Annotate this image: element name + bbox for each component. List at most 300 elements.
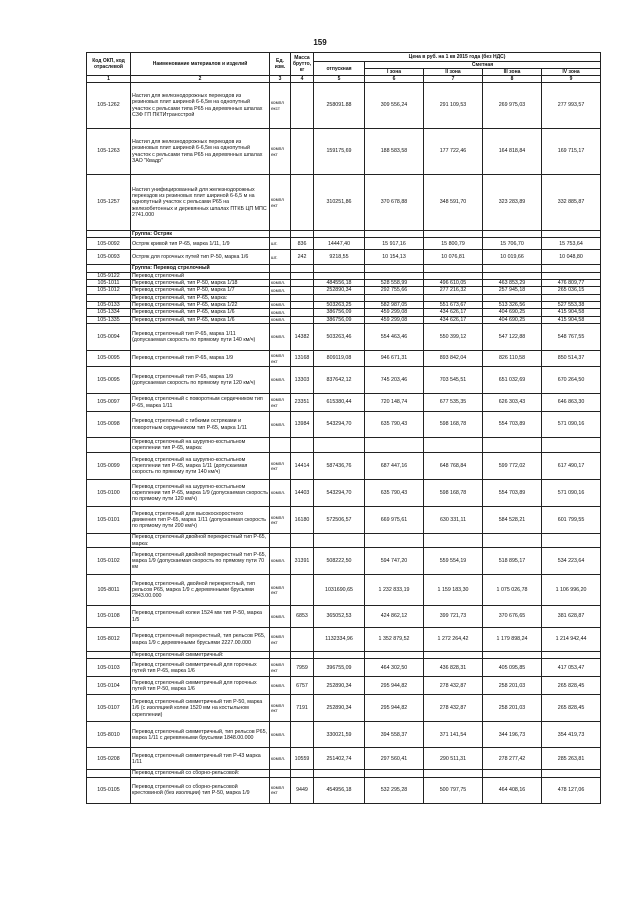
cell-zone-4-price: 1 106 996,20	[542, 575, 601, 606]
cell-code	[87, 231, 131, 238]
cell-zone-1-price: 582 987,05	[365, 302, 424, 309]
cell-unit	[270, 770, 291, 777]
cell-name: Перевод стрелочный симметричный тип Р-43 марка 1/11	[131, 748, 270, 770]
cell-zone-1-price: 669 975,61	[365, 507, 424, 534]
cell-mass: 6853	[291, 606, 314, 628]
column-index: 1	[87, 76, 131, 83]
cell-name: Перевод стрелочный со сборно-рельсовой крестовиной (без изоляции) тип Р-50, марка 1/9	[131, 777, 270, 803]
cell-name: Остряк кривой тип Р-65, марка 1/11, 1/9	[131, 238, 270, 250]
header-mass: Масса брутто, кг	[291, 53, 314, 76]
cell-code: 105-8010	[87, 722, 131, 748]
table-row	[87, 652, 601, 659]
cell-unit: компл ект	[270, 129, 291, 175]
cell-zone-2-price: 399 721,73	[424, 606, 483, 628]
table-row	[87, 412, 601, 438]
cell-unit: компл ект	[270, 575, 291, 606]
cell-mass	[291, 129, 314, 175]
cell-mass	[291, 175, 314, 231]
cell-zone-3-price: 826 110,58	[483, 351, 542, 367]
cell-zone-3-price: 518 895,17	[483, 548, 542, 575]
cell-name: Перевод стрелочный, тип Р-65, марка:	[131, 294, 270, 301]
table-row	[87, 659, 601, 677]
cell-zone-1-price: 528 558,99	[365, 280, 424, 287]
cell-zone-1-price: 635 790,43	[365, 480, 424, 507]
cell-code: 105-1334	[87, 309, 131, 316]
column-index: 3	[270, 76, 291, 83]
cell-name: Перевод стрелочный колеи 1524 мм тип Р-50, марка 1/5	[131, 606, 270, 628]
cell-code: 105-8012	[87, 628, 131, 652]
cell-unit: компл.	[270, 722, 291, 748]
cell-zone-2-price	[424, 272, 483, 279]
cell-mass	[291, 628, 314, 652]
cell-zone-4-price: 332 885,87	[542, 175, 601, 231]
cell-zone-2-price: 500 797,75	[424, 777, 483, 803]
cell-zone-3-price: 164 818,84	[483, 129, 542, 175]
cell-zone-2-price	[424, 534, 483, 548]
cell-mass: 7191	[291, 695, 314, 722]
cell-zone-3-price	[483, 272, 542, 279]
cell-zone-3-price: 323 283,89	[483, 175, 542, 231]
cell-release-price: 386756,09	[314, 316, 365, 323]
cell-mass: 31391	[291, 548, 314, 575]
cell-code: 105-1335	[87, 316, 131, 323]
table-row	[87, 480, 601, 507]
cell-zone-2-price: 434 626,17	[424, 316, 483, 323]
table-row	[87, 438, 601, 453]
cell-code: 105-0097	[87, 394, 131, 412]
cell-zone-2-price: 1 159 183,30	[424, 575, 483, 606]
cell-mass	[291, 302, 314, 309]
cell-code	[87, 652, 131, 659]
cell-zone-3-price: 258 201,03	[483, 677, 542, 695]
cell-unit: компл.	[270, 548, 291, 575]
cell-zone-4-price	[542, 265, 601, 272]
cell-code: 105-0108	[87, 606, 131, 628]
cell-code: 105-0104	[87, 677, 131, 695]
header-zone-1: I зона	[365, 69, 424, 76]
cell-zone-4-price: 285 263,81	[542, 748, 601, 770]
cell-zone-1-price	[365, 438, 424, 453]
cell-zone-4-price: 265 828,45	[542, 677, 601, 695]
cell-code: 105-0208	[87, 748, 131, 770]
cell-zone-4-price: 417 053,47	[542, 659, 601, 677]
cell-zone-1-price: 295 944,82	[365, 677, 424, 695]
table-row	[87, 351, 601, 367]
table-row	[87, 453, 601, 480]
cell-mass: 13984	[291, 412, 314, 438]
cell-zone-1-price: 464 302,50	[365, 659, 424, 677]
cell-unit: компл.	[270, 302, 291, 309]
cell-zone-3-price	[483, 438, 542, 453]
cell-zone-1-price: 687 447,16	[365, 453, 424, 480]
cell-zone-1-price: 459 299,08	[365, 309, 424, 316]
cell-zone-1-price: 1 232 833,19	[365, 575, 424, 606]
cell-unit	[270, 652, 291, 659]
cell-zone-2-price: 277 216,32	[424, 287, 483, 294]
price-table	[86, 52, 601, 804]
cell-unit: компл.	[270, 480, 291, 507]
table-row	[87, 575, 601, 606]
cell-unit: компл.	[270, 367, 291, 394]
column-index: 8	[483, 76, 542, 83]
cell-zone-3-price	[483, 770, 542, 777]
cell-name: Перевод стрелочный, тип Р-50, марка 1/7	[131, 287, 270, 294]
cell-code: 105-0102	[87, 548, 131, 575]
cell-zone-1-price	[365, 272, 424, 279]
cell-code: 105-9122	[87, 272, 131, 279]
cell-zone-2-price: 10 076,81	[424, 250, 483, 265]
cell-zone-2-price: 371 141,54	[424, 722, 483, 748]
cell-name: Перевод стрелочный на шурупно-костыльном скреплении тип Р-65, марка 1/11 (допускаемая скорость по прямому пути 140 км/ч)	[131, 453, 270, 480]
cell-zone-3-price: 15 706,70	[483, 238, 542, 250]
table-row	[87, 175, 601, 231]
cell-name: Перевод стрелочный с поворотным сердечником тип Р-65, марка 1/11	[131, 394, 270, 412]
cell-zone-4-price: 476 809,77	[542, 280, 601, 287]
cell-code	[87, 438, 131, 453]
table-row	[87, 238, 601, 250]
cell-release-price: 543294,70	[314, 412, 365, 438]
cell-mass	[291, 652, 314, 659]
cell-zone-2-price: 648 768,84	[424, 453, 483, 480]
cell-zone-3-price	[483, 265, 542, 272]
table-row	[87, 83, 601, 129]
table-row	[87, 129, 601, 175]
group-row	[87, 265, 601, 272]
cell-zone-4-price	[542, 231, 601, 238]
cell-release-price	[314, 265, 365, 272]
cell-name: Перевод стрелочный тип Р-65, марка 1/11 (допускаемая скорость по прямому пути 140 км/ч)	[131, 324, 270, 351]
cell-zone-2-price: 15 800,79	[424, 238, 483, 250]
cell-mass	[291, 534, 314, 548]
cell-release-price	[314, 231, 365, 238]
cell-zone-2-price: 434 626,17	[424, 309, 483, 316]
cell-release-price: 1031690,65	[314, 575, 365, 606]
cell-name: Перевод стрелочный для высокоскоростного движения тип Р-65, марка 1/11 (допускаемая скорость по прямому пути 200 км/ч)	[131, 507, 270, 534]
cell-code	[87, 294, 131, 301]
cell-mass	[291, 265, 314, 272]
cell-zone-2-price: 677 535,35	[424, 394, 483, 412]
table-row	[87, 534, 601, 548]
cell-name: Перевод стрелочный двойной перекрестный тип Р-65, марка:	[131, 534, 270, 548]
cell-unit: компл ект	[270, 394, 291, 412]
cell-zone-1-price: 720 148,74	[365, 394, 424, 412]
cell-zone-2-price	[424, 770, 483, 777]
cell-zone-1-price	[365, 652, 424, 659]
cell-zone-4-price: 617 490,17	[542, 453, 601, 480]
table-row	[87, 722, 601, 748]
column-index: 9	[542, 76, 601, 83]
header-unit: Ед. изм.	[270, 53, 291, 76]
cell-release-price: 1132334,96	[314, 628, 365, 652]
cell-zone-4-price: 277 993,57	[542, 83, 601, 129]
cell-name: Перевод стрелочный, тип Р-65, марка 1/6	[131, 309, 270, 316]
cell-unit: компл.	[270, 748, 291, 770]
cell-mass	[291, 438, 314, 453]
cell-zone-3-price	[483, 294, 542, 301]
cell-unit	[270, 294, 291, 301]
cell-zone-1-price: 946 671,31	[365, 351, 424, 367]
cell-code: 105-0103	[87, 659, 131, 677]
cell-zone-4-price: 534 223,64	[542, 548, 601, 575]
cell-unit: компл.	[270, 677, 291, 695]
cell-code: 105-0094	[87, 324, 131, 351]
cell-zone-2-price: 436 828,31	[424, 659, 483, 677]
cell-zone-2-price: 290 511,31	[424, 748, 483, 770]
cell-name: Перевод стрелочный на шурупно-костыльном скреплении тип Р-65, марка 1/9 (допускаемая скорость по прямому пути 120 км/ч)	[131, 480, 270, 507]
cell-name: Группа: Остряк	[131, 231, 270, 238]
cell-release-price: 310251,86	[314, 175, 365, 231]
cell-zone-3-price: 404 690,25	[483, 316, 542, 323]
cell-release-price: 252890,34	[314, 287, 365, 294]
cell-unit	[270, 438, 291, 453]
cell-zone-4-price: 478 127,06	[542, 777, 601, 803]
cell-unit: компл.	[270, 287, 291, 294]
cell-zone-1-price	[365, 294, 424, 301]
cell-zone-1-price: 424 862,12	[365, 606, 424, 628]
table-row	[87, 324, 601, 351]
cell-zone-3-price: 258 201,03	[483, 695, 542, 722]
cell-code: 105-0093	[87, 250, 131, 265]
cell-zone-4-price: 548 767,55	[542, 324, 601, 351]
cell-name: Перевод стрелочный на шурупно-костыльном скреплении тип Р-65, марка:	[131, 438, 270, 453]
cell-name: Перевод стрелочный, двойной перекрестный, тип рельсов Р65, марка 1/9 с деревянными брусьями 2843.00.000	[131, 575, 270, 606]
column-index: 2	[131, 76, 270, 83]
cell-name: Перевод стрелочный со сборно-рельсовой:	[131, 770, 270, 777]
cell-mass: 10559	[291, 748, 314, 770]
cell-zone-3-price: 651 032,69	[483, 367, 542, 394]
cell-zone-3-price: 10 019,66	[483, 250, 542, 265]
cell-release-price: 572506,57	[314, 507, 365, 534]
cell-mass	[291, 722, 314, 748]
cell-zone-1-price	[365, 770, 424, 777]
table-row	[87, 606, 601, 628]
table-row	[87, 677, 601, 695]
cell-mass: 13168	[291, 351, 314, 367]
cell-unit: компл ект	[270, 453, 291, 480]
cell-zone-2-price: 893 842,04	[424, 351, 483, 367]
cell-zone-4-price: 571 090,16	[542, 480, 601, 507]
header-code: Код ОКП, код отраслевой	[87, 53, 131, 76]
cell-zone-3-price: 554 703,89	[483, 412, 542, 438]
cell-release-price: 365052,53	[314, 606, 365, 628]
cell-zone-2-price: 551 673,67	[424, 302, 483, 309]
cell-zone-1-price: 745 203,46	[365, 367, 424, 394]
cell-release-price: 330021,59	[314, 722, 365, 748]
cell-zone-2-price: 630 331,11	[424, 507, 483, 534]
cell-mass: 14414	[291, 453, 314, 480]
cell-unit: компл ект	[270, 628, 291, 652]
cell-zone-4-price	[542, 770, 601, 777]
cell-code: 105-0107	[87, 695, 131, 722]
cell-release-price: 14447,40	[314, 238, 365, 250]
cell-zone-4-price: 265 828,45	[542, 695, 601, 722]
cell-zone-4-price: 415 904,58	[542, 309, 601, 316]
cell-release-price	[314, 272, 365, 279]
page-number: 159	[313, 38, 327, 47]
cell-mass: 14382	[291, 324, 314, 351]
cell-zone-4-price: 670 264,50	[542, 367, 601, 394]
cell-mass: 242	[291, 250, 314, 265]
cell-name: Перевод стрелочный симметричный, тип рельсов Р65, марка 1/11 с деревянными брусьями 1848.00.000	[131, 722, 270, 748]
header-release-price: отпускная	[314, 62, 365, 76]
cell-unit: компл ект	[270, 507, 291, 534]
cell-name: Перевод стрелочный, тип Р-65, марка 1/22	[131, 302, 270, 309]
cell-unit	[270, 231, 291, 238]
cell-code: 105-0098	[87, 412, 131, 438]
cell-zone-4-price: 10 048,80	[542, 250, 601, 265]
cell-release-price: 484556,18	[314, 280, 365, 287]
table-row	[87, 394, 601, 412]
header-name: Наименование материалов и изделий	[131, 53, 270, 76]
cell-zone-2-price	[424, 265, 483, 272]
cell-mass: 9449	[291, 777, 314, 803]
cell-unit: компл ект	[270, 351, 291, 367]
cell-name: Настил унифицированный для железнодорожных переездов из резиновых плит шириной 6-6,5 м на однопутный участок с рельсами Р65 на железобетонных и деревянных шпалах ПТКБ ЦП МПС 2741.000	[131, 175, 270, 231]
header-estimate-price: Сметная	[365, 62, 601, 69]
cell-name: Перевод стрелочный симметричный:	[131, 652, 270, 659]
cell-zone-2-price: 703 545,51	[424, 367, 483, 394]
cell-unit: компл.	[270, 309, 291, 316]
cell-name: Настил для железнодорожных переездов из резиновых плит шириной 6-6,5м на однопутный участок с рельсами типа Р65 на деревянных шпалах СЗФ ГП ПКТИтрансстрой	[131, 83, 270, 129]
cell-zone-3-price: 554 703,89	[483, 480, 542, 507]
cell-unit: компл.	[270, 412, 291, 438]
cell-code: 105-0099	[87, 453, 131, 480]
cell-zone-1-price: 188 583,58	[365, 129, 424, 175]
table-row	[87, 777, 601, 803]
cell-zone-4-price	[542, 272, 601, 279]
cell-zone-3-price	[483, 231, 542, 238]
cell-zone-3-price: 626 303,43	[483, 394, 542, 412]
cell-code: 105-0092	[87, 238, 131, 250]
table-row	[87, 280, 601, 287]
cell-zone-1-price: 292 755,66	[365, 287, 424, 294]
cell-zone-2-price: 1 272 264,42	[424, 628, 483, 652]
cell-zone-2-price: 291 109,53	[424, 83, 483, 129]
cell-name: Перевод стрелочный перекрестный, тип рельсов Р65, марка 1/9 с деревянными брусьями 2227.00.000	[131, 628, 270, 652]
cell-zone-1-price: 10 154,13	[365, 250, 424, 265]
cell-zone-1-price: 295 944,82	[365, 695, 424, 722]
cell-mass	[291, 309, 314, 316]
cell-zone-3-price: 463 853,29	[483, 280, 542, 287]
cell-zone-4-price	[542, 294, 601, 301]
cell-zone-4-price: 527 553,38	[542, 302, 601, 309]
cell-zone-3-price: 278 277,42	[483, 748, 542, 770]
cell-release-price: 9218,55	[314, 250, 365, 265]
header-zone-3: III зона	[483, 69, 542, 76]
table-row	[87, 548, 601, 575]
cell-zone-4-price: 265 036,15	[542, 287, 601, 294]
cell-zone-3-price: 404 690,25	[483, 309, 542, 316]
cell-unit: компл.	[270, 606, 291, 628]
table-row	[87, 628, 601, 652]
table-row	[87, 272, 601, 279]
cell-mass	[291, 231, 314, 238]
column-index: 5	[314, 76, 365, 83]
cell-zone-2-price: 177 722,46	[424, 129, 483, 175]
cell-release-price: 543294,70	[314, 480, 365, 507]
cell-zone-3-price: 599 772,02	[483, 453, 542, 480]
cell-zone-3-price: 464 408,16	[483, 777, 542, 803]
cell-mass: 836	[291, 238, 314, 250]
cell-zone-4-price: 646 863,30	[542, 394, 601, 412]
cell-unit: компл ект	[270, 777, 291, 803]
cell-code: 105-0095	[87, 367, 131, 394]
cell-zone-1-price	[365, 231, 424, 238]
table-row	[87, 367, 601, 394]
table-row	[87, 316, 601, 323]
cell-code: 105-1012	[87, 287, 131, 294]
cell-release-price: 503263,25	[314, 302, 365, 309]
cell-unit: шт.	[270, 238, 291, 250]
cell-zone-3-price: 584 528,21	[483, 507, 542, 534]
cell-zone-4-price: 354 419,73	[542, 722, 601, 748]
cell-code: 105-0095	[87, 351, 131, 367]
cell-release-price: 837642,12	[314, 367, 365, 394]
header-zone-2: II зона	[424, 69, 483, 76]
cell-name: Настил для железнодорожных переездов из резиновых плит шириной 6-6,5м на однопутный участок с рельсами типа Р65 на деревянных шпалах ЗАО "Квадр"	[131, 129, 270, 175]
cell-code	[87, 534, 131, 548]
cell-mass	[291, 575, 314, 606]
cell-zone-4-price	[542, 534, 601, 548]
cell-code: 105-0105	[87, 777, 131, 803]
table-row	[87, 748, 601, 770]
table-row	[87, 507, 601, 534]
cell-release-price: 503263,46	[314, 324, 365, 351]
cell-zone-3-price: 405 095,85	[483, 659, 542, 677]
cell-zone-4-price	[542, 438, 601, 453]
cell-zone-2-price: 278 432,87	[424, 695, 483, 722]
cell-zone-2-price: 559 554,19	[424, 548, 483, 575]
table-row	[87, 695, 601, 722]
cell-zone-4-price: 1 214 942,44	[542, 628, 601, 652]
cell-mass: 13303	[291, 367, 314, 394]
group-row	[87, 231, 601, 238]
cell-zone-2-price: 496 610,05	[424, 280, 483, 287]
cell-zone-3-price: 269 975,03	[483, 83, 542, 129]
cell-zone-1-price: 532 295,28	[365, 777, 424, 803]
table-row	[87, 250, 601, 265]
cell-code: 105-0133	[87, 302, 131, 309]
cell-code: 105-1262	[87, 83, 131, 129]
cell-unit: компл.	[270, 324, 291, 351]
cell-release-price: 252890,34	[314, 695, 365, 722]
table-row	[87, 309, 601, 316]
cell-zone-1-price: 459 299,08	[365, 316, 424, 323]
cell-name: Перевод стрелочный тип Р-65, марка 1/9	[131, 351, 270, 367]
cell-code: 105-0100	[87, 480, 131, 507]
cell-mass: 14403	[291, 480, 314, 507]
cell-zone-1-price: 635 790,43	[365, 412, 424, 438]
cell-zone-3-price	[483, 534, 542, 548]
cell-zone-1-price: 1 352 879,52	[365, 628, 424, 652]
cell-mass	[291, 280, 314, 287]
cell-name: Перевод стрелочный симметричный для горочных путей тип Р-65, марка 1/6	[131, 659, 270, 677]
cell-zone-3-price: 1 179 898,24	[483, 628, 542, 652]
cell-zone-2-price	[424, 231, 483, 238]
cell-mass: 23351	[291, 394, 314, 412]
cell-zone-1-price: 309 556,24	[365, 83, 424, 129]
cell-zone-2-price	[424, 652, 483, 659]
cell-unit	[270, 265, 291, 272]
cell-unit: компл екст	[270, 83, 291, 129]
cell-zone-1-price	[365, 534, 424, 548]
cell-zone-3-price: 1 075 026,78	[483, 575, 542, 606]
cell-unit: компл ект	[270, 695, 291, 722]
cell-zone-4-price: 571 090,16	[542, 412, 601, 438]
cell-release-price: 252890,34	[314, 677, 365, 695]
cell-name: Перевод стрелочный, тип Р-65, марка 1/6	[131, 316, 270, 323]
table-row	[87, 287, 601, 294]
